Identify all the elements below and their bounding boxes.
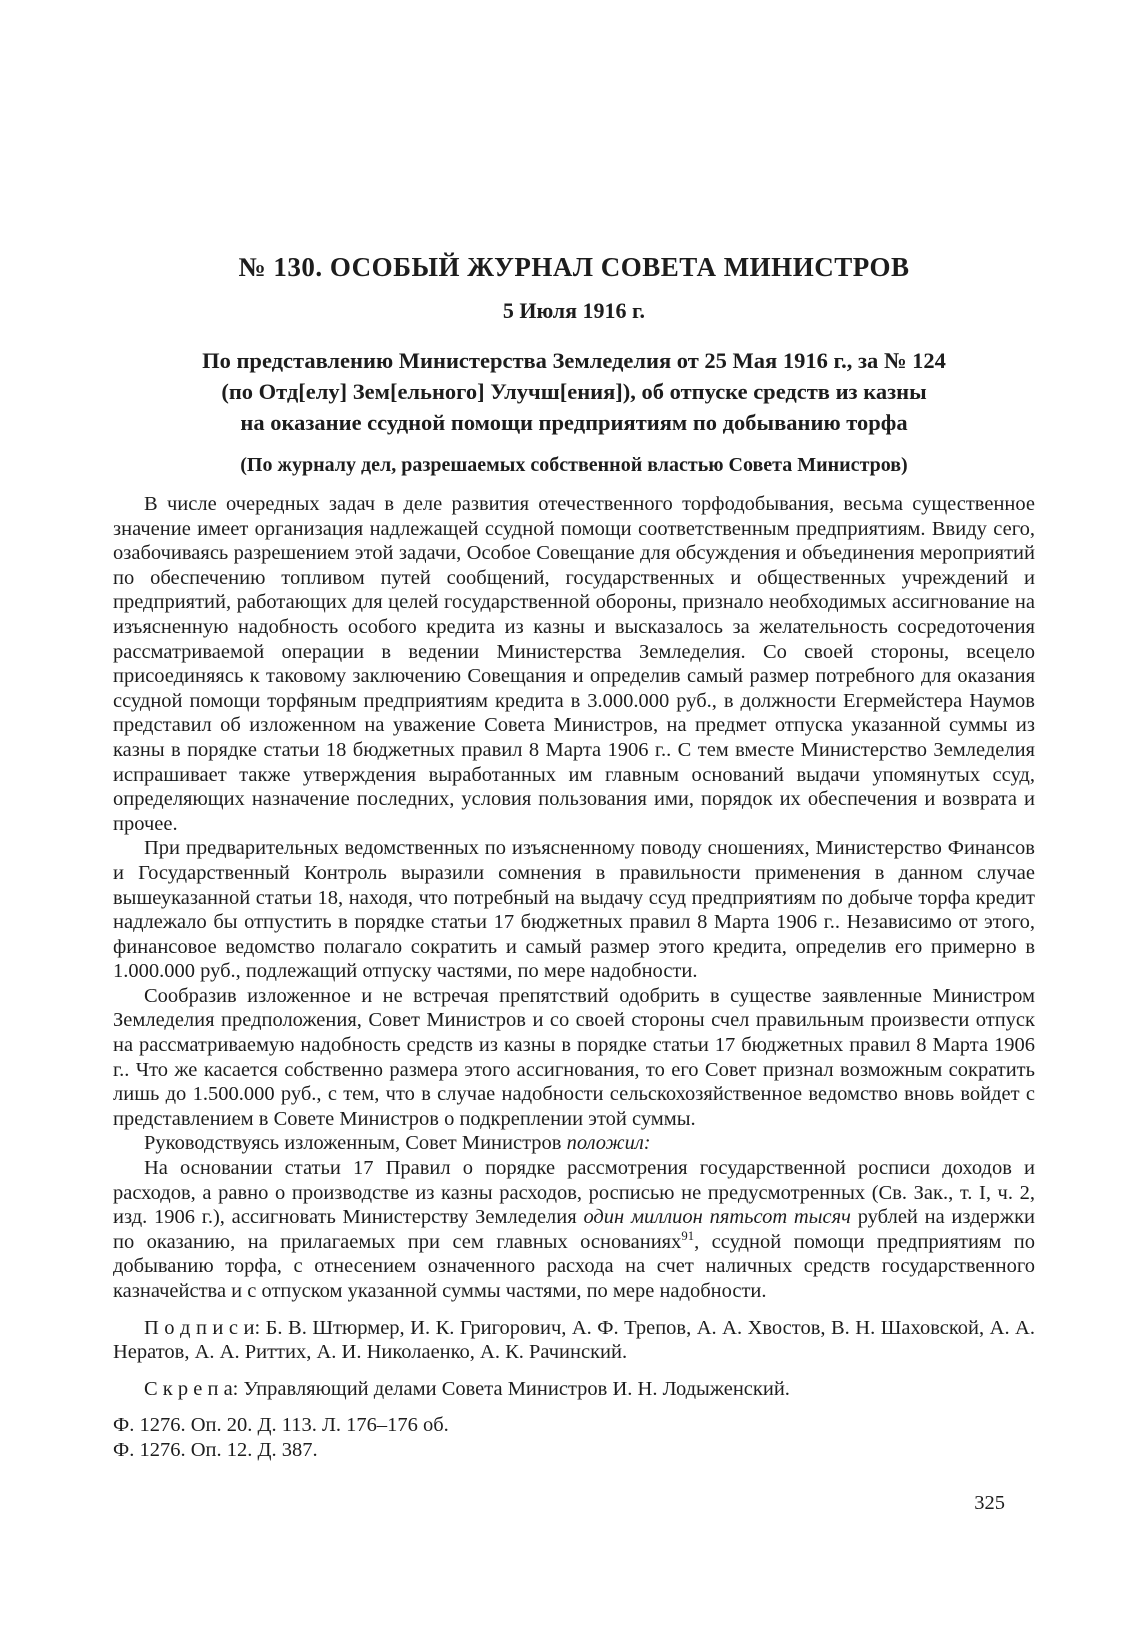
paragraph-resolution-lead [113, 1131, 1035, 1156]
text-run: , ссудной помощи предприятиям по добыванию торфа, с отнесением означенного расхода на счет наличных средств государственного казначейства и с отпуском указанной суммы частями, по мере надобности. [113, 1230, 1035, 1302]
archive-reference-1 [113, 1413, 1035, 1438]
text-run: Руководствуясь изложенным, Совет Министров [144, 1132, 567, 1155]
journal-title: № 130. ОСОБЫЙ ЖУРНАЛ СОВЕТА МИНИСТРОВ [238, 252, 910, 282]
paragraph-3 [113, 984, 1035, 1132]
document-content [113, 252, 1035, 1463]
journal-subject-line: По представлению Министерства Земледелия от 25 Мая 1916 г., за № 124 [202, 348, 946, 373]
page-number: 325 [974, 1492, 1005, 1514]
archive-reference-2 [113, 1438, 1035, 1463]
journal-subject [113, 345, 1035, 438]
journal-note: (По журналу дел, разрешаемых собственной властью Совета Министров) [240, 454, 908, 476]
text-run: Ф. 1276. Оп. 12. Д. 387. [113, 1438, 318, 1461]
text-run: В числе очередных задач в деле развития отечественного торфодобывания, весьма существенное значение имеет организация надлежащей ссудной помощи соответственным предприятиям. Ввиду сего, озабочиваясь разрешением этой задачи, Особое Совещание для обсуждения и объединения мероприятий по обеспечению топливом путей сообщений, государственных и общественных учреждений и предприятий, работающих для целей государственной обороны, признало необходимых ассигнование на изъясненную надобность особого кредита из казны и высказалось за желательность сосредоточения рассматриваемой операции в ведении Министерства Земледелия. Со своей стороны, всецело присоединяясь к таковому заключению Совещания и определив самый размер потребного для оказания ссудной помощи торфяным предприятиям кредита в 3.000.000 руб., в должности Егермейстера Наумов представил об изложенном на уважение Совета Министров, на предмет отпуска указанной суммы из казны в порядке статьи 18 бюджетных правил 8 Марта 1906 г.. С тем вместе Министерство Земледелия испрашивает также утверждения выработанных им главным оснований выдачи упомянутых ссуд, определяющих назначение последних, условия пользования ими, порядок их обеспечения и возврата и прочее. [113, 493, 1035, 835]
paragraph-2 [113, 836, 1035, 984]
paragraph-resolution [113, 1156, 1035, 1304]
text-run: Ф. 1276. Оп. 20. Д. 113. Л. 176–176 об. [113, 1414, 449, 1437]
text-run: Сообразив изложенное и не встречая препятствий одобрить в существе заявленные Министром Земледелия предположения, Совет Министров и со своей стороны счел правильным произвести отпуск на рассматриваемую надобность средств из казны в порядке статьи 17 бюджетных правил 8 Марта 1906 г.. Что же касается собственно размера этого ассигнования, то его Совет признал возможным сократить лишь до 1.500.000 руб., с тем, что в случае надобности сельскохозяйственное ведомство вновь войдет с представлением в Совете Министров о подкреплении этой суммы. [113, 984, 1035, 1130]
text-run: один миллион пятьсот тысяч [583, 1206, 851, 1229]
text-run: С к р е п а: Управляющий делами Совета Министров И. Н. Лодыженский. [144, 1377, 790, 1400]
text-run: При предварительных ведомственных по изъясненному поводу сношениях, Министерство Финансов и Государственный Контроль выразили сомнения в правильности применения в данном случае вышеуказанной статьи 18, находя, что потребный на выдачу ссуд предприятиям по добыче торфа кредит надлежало бы отпустить в порядке статьи 17 бюджетных правил 8 Марта 1906 г.. Независимо от этого, финансовое ведомство полагало сократить и самый размер этого кредита, определив его примерно в 1.000.000 руб., подлежащий отпуску частями, по мере надобности. [113, 837, 1035, 983]
text-run: рублей на издержки по оказанию, на прилагаемых при сем главных основаниях [113, 1206, 1036, 1253]
text-run: положил: [566, 1132, 651, 1155]
footnote-marker: 91 [681, 1228, 695, 1243]
text-run: На основании статьи 17 Правил о порядке рассмотрения государственной росписи доходов и расходов, а равно о производстве из казны расходов, росписью не предусмотренных (Св. Зак., т. I, ч. 2, изд. 1906 г.), ассигновать Министерству Земледелия [113, 1157, 1035, 1229]
journal-subject-line: на оказание ссудной помощи предприятиям по добыванию торфа [240, 410, 908, 435]
text-run: П о д п и с и: Б. В. Штюрмер, И. К. Григорович, А. Ф. Трепов, А. А. Хвостов, В. Н. Шаховской, А. А. Нератов, А. А. Риттих, А. И. Николаенко, А. К. Рачинский. [113, 1316, 1035, 1364]
journal-date: 5 Июля 1916 г. [502, 298, 646, 323]
journal-subject-line: (по Отд[елу] Зем[ельного] Улучш[ения]), об отпуске средств из казны [221, 379, 927, 404]
paragraph-skrepa [113, 1377, 1035, 1402]
paragraph-1 [113, 492, 1035, 836]
document-body [113, 492, 1035, 1463]
paragraph-signatures [113, 1316, 1035, 1365]
